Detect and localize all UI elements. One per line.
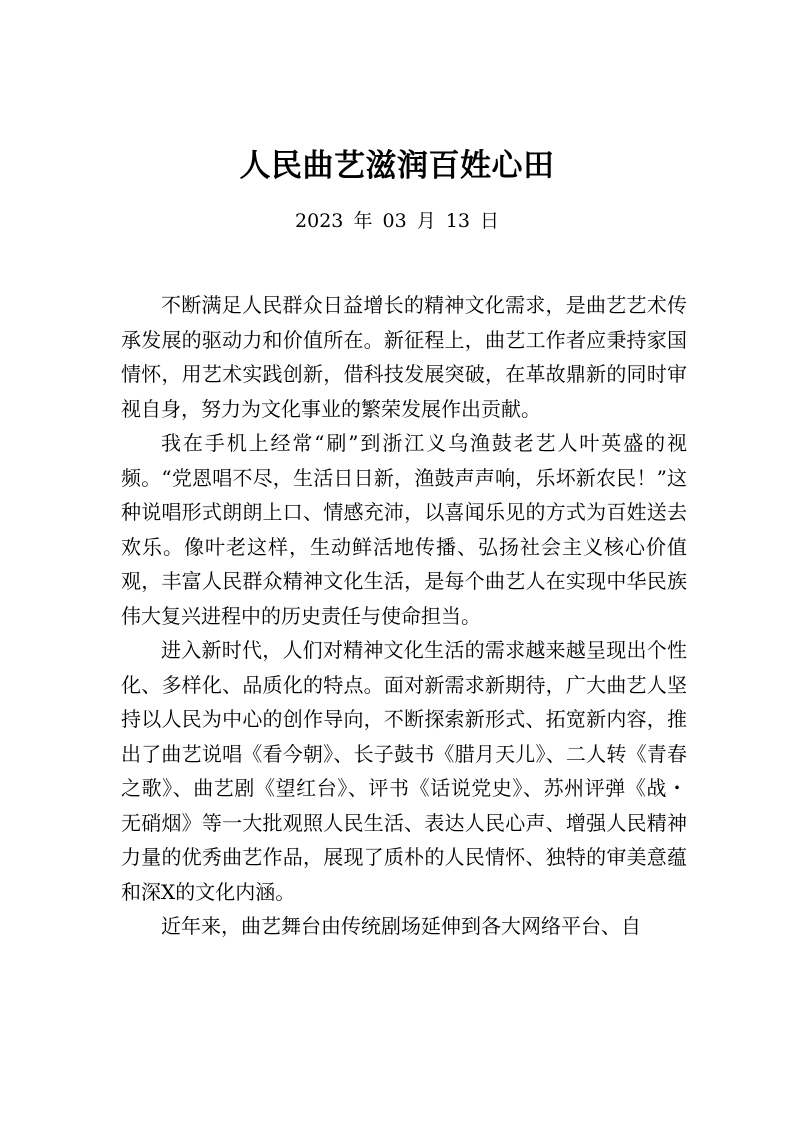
document-body <box>121 288 687 944</box>
paragraph: 不断满足人民群众日益增长的精神文化需求，是曲艺艺术传承发展的驱动力和价值所在。新征程上，曲艺工作者应秉持家国情怀，用艺术实践创新，借科技发展突破，在革故鼎新的同时审视自身，努力为文化事业的繁荣发展作出贡献。 <box>121 293 687 421</box>
paragraph: 近年来，曲艺舞台由传统剧场延伸到各大网络平台、自 <box>161 914 641 938</box>
paragraph: 进入新时代，人们对精神文化生活的需求越来越呈现出个性化、多样化、品质化的特点。面对新需求新期待，广大曲艺人坚持以人民为中心的创作导向，不断探索新形式、拓宽新内容，推出了曲艺说唱《看今朝》、长子鼓书《腊月天儿》、二人转《青春之歌》、曲艺剧《望红台》、评书《话说党史》、苏州评弹《战・无硝烟》等一大批观照人民生活、表达人民心声、增强人民精神力量的优秀曲艺作品，展现了质朴的人民情怀、独特的审美意蕴和深X的文化内涵。 <box>121 638 687 904</box>
paragraph: 我在手机上经常“刷”到浙江义乌渔鼓老艺人叶英盛的视频。“党恩唱不尽，生活日日新，渔鼓声声响，乐坏新农民！”这种说唱形式朗朗上口、情感充沛，以喜闻乐见的方式为百姓送去欢乐。像叶老这样，生动鲜活地传播、弘扬社会主义核心价值观，丰富人民群众精神文化生活，是每个曲艺人在实现中华民族伟大复兴进程中的历史责任与使命担当。 <box>121 431 687 628</box>
document-title: 人民曲艺滋润百姓心田 <box>239 148 555 184</box>
document-date: 2023 年 03 月 13 日 <box>295 210 499 232</box>
